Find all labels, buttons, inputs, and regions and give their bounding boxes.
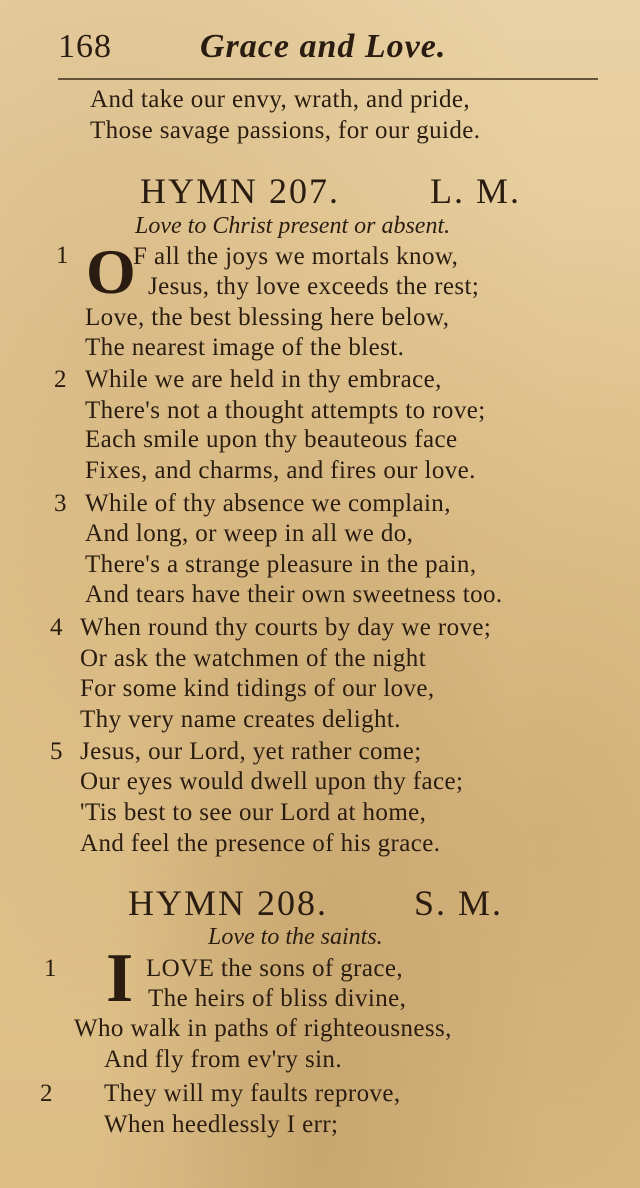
verse-number: 1 — [56, 242, 69, 269]
verse-line: Each smile upon thy beauteous face — [85, 426, 458, 453]
verse-line: And fly from ev'ry sin. — [104, 1046, 342, 1073]
verse-number: 5 — [50, 738, 63, 765]
verse-line: There's not a thought attempts to rove; — [85, 397, 486, 424]
verse-line: The nearest image of the blest. — [85, 334, 405, 361]
verse-line: 'Tis best to see our Lord at home, — [80, 799, 427, 826]
drop-cap: O — [86, 236, 136, 307]
verse-line: They will my faults reprove, — [104, 1080, 401, 1107]
verse-line: Fixes, and charms, and fires our love. — [85, 457, 476, 484]
verse-line: Or ask the watchmen of the night — [80, 645, 427, 672]
verse-number: 3 — [54, 490, 67, 517]
hymn-207-subtitle: Love to Christ present or absent. — [135, 213, 451, 239]
verse-line: Thy very name creates delight. — [80, 706, 401, 733]
verse-number: 4 — [50, 614, 63, 641]
hymn-208-meter: S. M. — [414, 883, 504, 923]
running-title: Grace and Love. — [200, 28, 447, 65]
verse-line: For some kind tidings of our love, — [80, 675, 435, 702]
verse-line: Love, the best blessing here below, — [85, 304, 450, 331]
hymn-208-subtitle: Love to the saints. — [208, 924, 383, 950]
page-number: 168 — [58, 28, 112, 65]
drop-cap: I — [106, 940, 134, 1017]
verse-number: 1 — [44, 955, 57, 982]
verse-line: And tears have their own sweetness too. — [85, 581, 503, 608]
verse-line: F all the joys we mortals know, — [133, 243, 459, 270]
header-rule — [58, 78, 598, 80]
verse-line: When round thy courts by day we rove; — [80, 614, 492, 641]
verse-line: Who walk in paths of righteousness, — [74, 1015, 452, 1042]
verse-line: While we are held in thy embrace, — [85, 366, 442, 393]
verse-line: And long, or weep in all we do, — [85, 520, 414, 547]
hymn-207-meter: L. M. — [430, 171, 521, 211]
verse-line: Our eyes would dwell upon thy face; — [80, 768, 464, 795]
verse-number: 2 — [40, 1080, 53, 1107]
verse-line: And feel the presence of his grace. — [80, 830, 441, 857]
verse-line: While of thy absence we complain, — [85, 490, 451, 517]
continuation-line: Those savage passions, for our guide. — [90, 117, 481, 144]
hymn-208-number: HYMN 208. — [128, 883, 329, 923]
verse-line: LOVE the sons of grace, — [146, 955, 404, 982]
verse-line: When heedlessly I err; — [104, 1111, 339, 1138]
verse-line: There's a strange pleasure in the pain, — [85, 551, 477, 578]
hymn-207-number: HYMN 207. — [140, 171, 341, 211]
verse-line: The heirs of bliss divine, — [148, 985, 407, 1012]
verse-line: Jesus, our Lord, yet rather come; — [80, 738, 422, 765]
verse-line: Jesus, thy love exceeds the rest; — [148, 273, 480, 300]
verse-number: 2 — [54, 366, 67, 393]
continuation-line: And take our envy, wrath, and pride, — [90, 86, 471, 113]
page-header — [58, 28, 618, 74]
